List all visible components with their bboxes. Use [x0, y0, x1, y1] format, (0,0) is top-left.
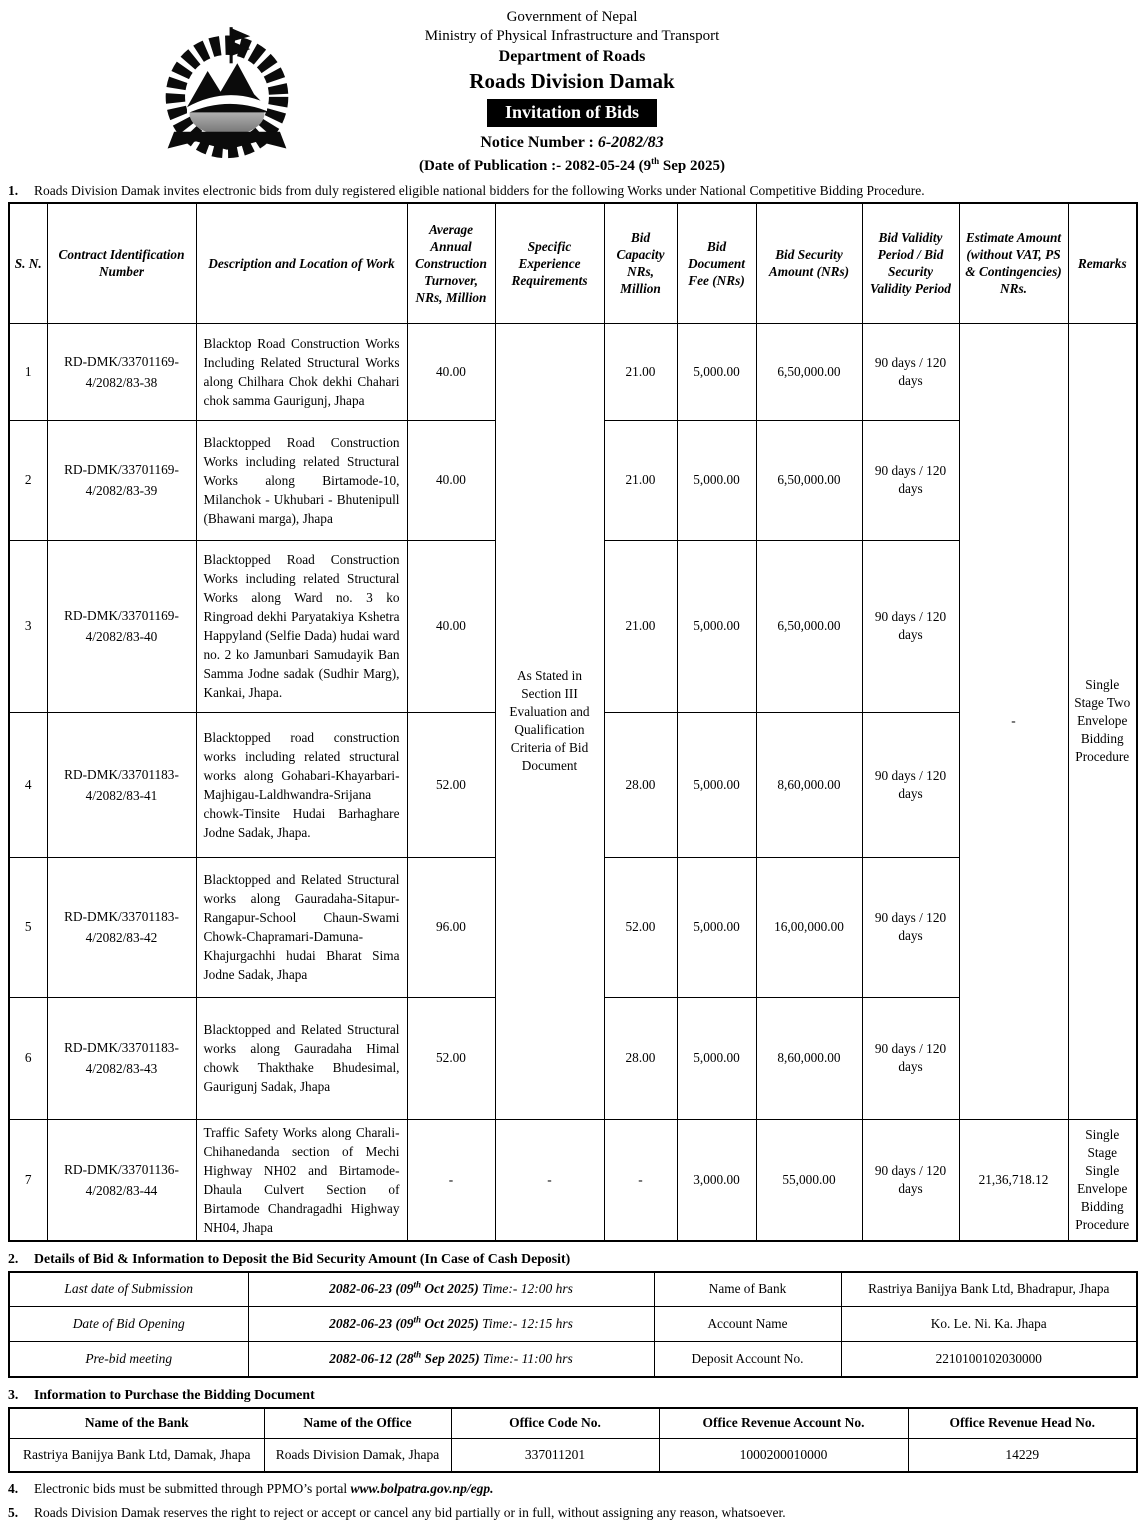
cell-bid-capacity: 28.00: [604, 712, 677, 857]
document-header: [8, 4, 1136, 175]
cell-description: Blacktop Road Construction Works Including Related Structural Works along Chilhara Chok dekhi Chahari chok samma Gaurigunj, Jhapa: [196, 323, 407, 420]
deposit-label: Last date of Submission: [9, 1272, 248, 1307]
cell-doc-fee: 5,000.00: [677, 997, 756, 1119]
cell-bid-capacity: 28.00: [604, 997, 677, 1119]
bank-name: Rastriya Banijya Bank Ltd, Damak, Jhapa: [9, 1439, 264, 1472]
item-number: 1.: [8, 183, 19, 198]
bid-row-7: [9, 1119, 1137, 1241]
col-remarks: Remarks: [1068, 203, 1137, 323]
cell-sn: 3: [9, 540, 47, 712]
cell-bid-capacity: 52.00: [604, 857, 677, 997]
office-name: Roads Division Damak, Jhapa: [264, 1439, 451, 1472]
cell-turnover: -: [407, 1119, 495, 1241]
col-sn: S. N.: [9, 203, 47, 323]
col-specific-experience: Specific Experience Requirements: [495, 203, 604, 323]
col-office-name: Name of the Office: [264, 1408, 451, 1439]
purchase-table: [8, 1407, 1138, 1473]
note-portal: 4. Electronic bids must be submitted through PPMO’s portal www.bolpatra.gov.np/egp.: [8, 1480, 494, 1496]
col-doc-fee: Bid Document Fee (NRs): [677, 203, 756, 323]
bank-label: Deposit Account No.: [654, 1342, 841, 1377]
col-contract-id: Contract Identification Number: [47, 203, 196, 323]
bank-value: 2210100102030000: [841, 1342, 1137, 1377]
cell-sn: 4: [9, 712, 47, 857]
cell-bid-security: 8,60,000.00: [756, 712, 862, 857]
cell-contract-id: RD-DMK/33701169-4/2082/83-40: [47, 540, 196, 712]
office-code: 337011201: [451, 1439, 659, 1472]
cell-contract-id: RD-DMK/33701169-4/2082/83-39: [47, 420, 196, 540]
notice-number: 6-2082/83: [597, 134, 664, 151]
intro-paragraph: [8, 182, 1136, 199]
deposit-label: Pre-bid meeting: [9, 1342, 248, 1377]
cell-doc-fee: 5,000.00: [677, 323, 756, 420]
division-title: Roads Division Damak: [469, 69, 675, 93]
cell-turnover: 52.00: [407, 712, 495, 857]
cell-turnover: 40.00: [407, 420, 495, 540]
cell-doc-fee: 5,000.00: [677, 712, 756, 857]
cell-validity: 90 days / 120 days: [862, 323, 959, 420]
cell-bid-capacity: -: [604, 1119, 677, 1241]
cell-validity: 90 days / 120 days: [862, 1119, 959, 1241]
col-validity: Bid Validity Period / Bid Security Validity Period: [862, 203, 959, 323]
cell-turnover: 40.00: [407, 323, 495, 420]
cell-contract-id: RD-DMK/33701183-4/2082/83-43: [47, 997, 196, 1119]
cell-remarks: Single Stage Single Envelope Bidding Procedure: [1068, 1119, 1137, 1241]
deposit-row-2: [9, 1307, 1137, 1342]
cell-contract-id: RD-DMK/33701183-4/2082/83-42: [47, 857, 196, 997]
cell-validity: 90 days / 120 days: [862, 857, 959, 997]
notice-label: Notice Number :: [480, 134, 594, 151]
col-revenue-head: Office Revenue Head No.: [908, 1408, 1137, 1439]
cell-description: Blacktopped Road Construction Works including related Structural Works along Birtamode-10, Milanchok - Ukhubari - Bhutenipull (Bhawani marga), Jhapa: [196, 420, 407, 540]
cell-contract-id: RD-DMK/33701183-4/2082/83-41: [47, 712, 196, 857]
deposit-datetime: 2082-06-23 (09th Oct 2025) Time:- 12:15 hrs: [248, 1307, 654, 1342]
cell-description: Blacktopped road construction works including related structural works along Gohabari-Khayarbari-Majhigau-Laldhwandra-Srijana chowk-Tinsite Hudai Barhaghare Jodne Sadak, Jhapa.: [196, 712, 407, 857]
portal-url: www.bolpatra.gov.np/egp.: [350, 1480, 494, 1496]
purchase-section-heading: 3. Information to Purchase the Bidding Document: [8, 1386, 315, 1402]
ministry-line: Ministry of Physical Infrastructure and Transport: [424, 28, 720, 44]
deposit-table: [8, 1271, 1138, 1378]
col-estimate: Estimate Amount (without VAT, PS & Contingencies) NRs.: [959, 203, 1068, 323]
cell-estimate-merged: -: [959, 323, 1068, 1119]
cell-turnover: 40.00: [407, 540, 495, 712]
note-rights: 5. Roads Division Damak reserves the right to reject or accept or cancel any bid partially or in full, without assigning any reason, whatsoever.: [8, 1504, 786, 1520]
cell-specific-experience: -: [495, 1119, 604, 1241]
bank-label: Name of Bank: [654, 1272, 841, 1307]
bids-table: [8, 202, 1138, 1242]
cell-validity: 90 days / 120 days: [862, 420, 959, 540]
cell-sn: 2: [9, 420, 47, 540]
cell-bid-capacity: 21.00: [604, 323, 677, 420]
cell-contract-id: RD-DMK/33701136-4/2082/83-44: [47, 1119, 196, 1241]
bank-label: Account Name: [654, 1307, 841, 1342]
deposit-datetime: 2082-06-23 (09th Oct 2025) Time:- 12:00 hrs: [248, 1272, 654, 1307]
purchase-row: [9, 1439, 1137, 1472]
cell-bid-security: 6,50,000.00: [756, 323, 862, 420]
cell-doc-fee: 5,000.00: [677, 857, 756, 997]
cell-estimate: 21,36,718.12: [959, 1119, 1068, 1241]
cell-description: Blacktopped and Related Structural works along Gauradaha-Sitapur-Rangapur-School Chaun-Swami Chowk-Chapramari-Damuna-Khajurgachhi hudai Bharat Sima Jodne Sadak, Jhapa: [196, 857, 407, 997]
intro-text: Roads Division Damak invites electronic bids from duly registered eligible national bidders for the following Works under National Competitive Bidding Procedure.: [34, 183, 925, 198]
deposit-row-3: [9, 1342, 1137, 1377]
cell-description: Traffic Safety Works along Charali- Chihanedanda section of Mechi Highway NH02 and Birtamode-Dhaula Culvert Section of Birtamode Chandragadhi Highway NH04, Jhapa: [196, 1119, 407, 1241]
department-line: Department of Roads: [498, 48, 646, 65]
cell-bid-capacity: 21.00: [604, 420, 677, 540]
cell-remarks-merged: Single Stage Two Envelope Bidding Procedure: [1068, 323, 1137, 1119]
cell-validity: 90 days / 120 days: [862, 540, 959, 712]
cell-bid-security: 6,50,000.00: [756, 420, 862, 540]
cell-bid-security: 8,60,000.00: [756, 997, 862, 1119]
cell-sn: 1: [9, 323, 47, 420]
bid-row-1: [9, 323, 1137, 420]
col-turnover: Average Annual Construction Turnover, NRs, Million: [407, 203, 495, 323]
deposit-datetime: 2082-06-12 (28th Sep 2025) Time:- 11:00 hrs: [248, 1342, 654, 1377]
cell-contract-id: RD-DMK/33701169-4/2082/83-38: [47, 323, 196, 420]
cell-doc-fee: 5,000.00: [677, 540, 756, 712]
government-line: Government of Nepal: [506, 9, 638, 25]
deposit-row-1: [9, 1272, 1137, 1307]
cell-sn: 5: [9, 857, 47, 997]
revenue-head: 14229: [908, 1439, 1137, 1472]
cell-validity: 90 days / 120 days: [862, 997, 959, 1119]
revenue-account: 1000200010000: [659, 1439, 908, 1472]
cell-validity: 90 days / 120 days: [862, 712, 959, 857]
col-revenue-account: Office Revenue Account No.: [659, 1408, 908, 1439]
cell-description: Blacktopped and Related Structural works along Gauradaha Himal chowk Thakthake Bhudesimal, Gaurigunj Sadak, Jhapa: [196, 997, 407, 1119]
cell-doc-fee: 5,000.00: [677, 420, 756, 540]
cell-sn: 6: [9, 997, 47, 1119]
col-office-code: Office Code No.: [451, 1408, 659, 1439]
col-bid-security: Bid Security Amount (NRs): [756, 203, 862, 323]
deposit-label: Date of Bid Opening: [9, 1307, 248, 1342]
cell-sn: 7: [9, 1119, 47, 1241]
cell-bid-capacity: 21.00: [604, 540, 677, 712]
cell-bid-security: 6,50,000.00: [756, 540, 862, 712]
cell-turnover: 96.00: [407, 857, 495, 997]
cell-doc-fee: 3,000.00: [677, 1119, 756, 1241]
bank-value: Ko. Le. Ni. Ka. Jhapa: [841, 1307, 1137, 1342]
purchase-header-row: [9, 1408, 1137, 1439]
bids-header-row: [9, 203, 1137, 323]
cell-bid-security: 55,000.00: [756, 1119, 862, 1241]
deposit-section-heading: 2. Details of Bid & Information to Deposit the Bid Security Amount (In Case of Cash Deposit): [8, 1250, 571, 1266]
publication-date-line: (Date of Publication :- 2082-05-24 (9th Sep 2025): [419, 156, 725, 174]
col-bid-capacity: Bid Capacity NRs, Million: [604, 203, 677, 323]
cell-description: Blacktopped Road Construction Works including related Structural Works along Ward no. 3 ko Ringroad dekhi Paryatakiya Kshetra Happyland (Selfie Dada) hudai ward no. 2 ko Jamunbari Samudayik Ban Samma Jodne sadak (Sudhir Marg), Kankai, Jhapa.: [196, 540, 407, 712]
cell-specific-experience-merged: As Stated in Section III Evaluation and Qualification Criteria of Bid Document: [495, 323, 604, 1119]
cell-bid-security: 16,00,000.00: [756, 857, 862, 997]
cell-turnover: 52.00: [407, 997, 495, 1119]
invitation-banner: Invitation of Bids: [487, 99, 657, 127]
col-bank-name: Name of the Bank: [9, 1408, 264, 1439]
bank-value: Rastriya Banijya Bank Ltd, Bhadrapur, Jhapa: [841, 1272, 1137, 1307]
col-description: Description and Location of Work: [196, 203, 407, 323]
nepal-government-emblem-icon: [156, 22, 298, 164]
